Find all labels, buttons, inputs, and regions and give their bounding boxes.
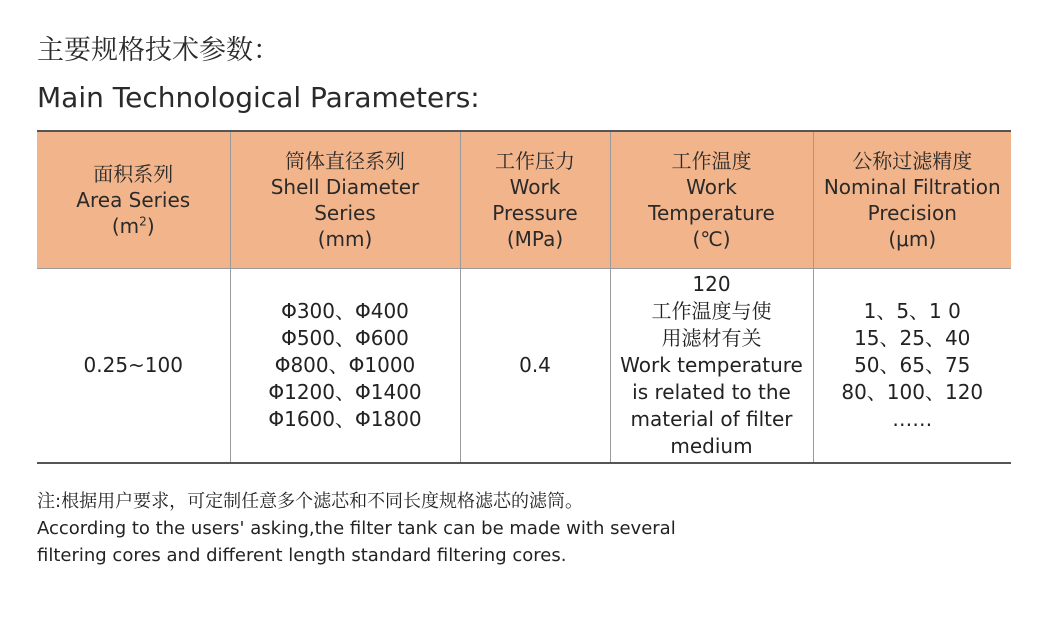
header-row xyxy=(37,131,1011,269)
page-title-english: Main Technological Parameters: xyxy=(37,81,480,114)
header-precision-zh: 公称过滤精度 xyxy=(852,149,973,173)
header-area-en: Area Series xyxy=(76,188,191,212)
header-area-unit: $(m^2)$ xyxy=(111,214,155,238)
temperature-line-6: material of filter xyxy=(630,407,793,431)
header-precision-unit: (μm) xyxy=(888,227,937,251)
temperature-line-2: 工作温度与使 xyxy=(651,299,772,323)
temperature-line-3: 用滤材有关 xyxy=(661,326,762,350)
diameter-line-5: Φ1600、Φ1800 xyxy=(268,407,422,431)
header-work-temperature xyxy=(610,131,813,269)
temperature-line-7: medium xyxy=(670,434,753,458)
diameter-line-4: Φ1200、Φ1400 xyxy=(268,380,422,404)
header-precision-en-1: Nominal Filtration xyxy=(823,175,1001,199)
cell-pressure-value: 0.4 xyxy=(460,269,610,464)
precision-line-1: 1、5、1 0 xyxy=(863,299,961,323)
temperature-line-4: Work temperature xyxy=(620,353,803,377)
header-diameter-unit: (mm) xyxy=(317,227,373,251)
header-diameter-zh: 筒体直径系列 xyxy=(285,149,405,173)
cell-diameter-values xyxy=(230,269,460,464)
table-header xyxy=(37,131,1011,269)
header-temperature-unit: (℃) xyxy=(692,227,731,251)
temperature-line-1: 120 xyxy=(692,272,731,296)
footnote-zh: 注:根据用户要求，可定制任意多个滤芯和不同长度规格滤芯的滤筒。 xyxy=(37,491,584,512)
header-precision-en-2: Precision xyxy=(867,201,957,225)
header-area-zh: 面积系列 xyxy=(93,162,174,186)
footnote-en-1: According to the users' asking,the filter tank can be made with several xyxy=(37,518,676,539)
precision-line-2: 15、25、40 xyxy=(854,326,971,350)
header-pressure-en-1: Work xyxy=(509,175,561,199)
header-work-pressure xyxy=(460,131,610,269)
header-temperature-zh: 工作温度 xyxy=(671,149,752,173)
cell-precision-values xyxy=(813,269,1011,464)
header-shell-diameter xyxy=(230,131,460,269)
footnote-en-2: filtering cores and different length standard filtering cores. xyxy=(37,545,567,566)
header-pressure-en-2: Pressure xyxy=(492,201,578,225)
diameter-line-3: Φ800、Φ1000 xyxy=(274,353,416,377)
header-pressure-zh: 工作压力 xyxy=(495,149,575,173)
temperature-line-5: is related to the xyxy=(632,380,791,404)
table-row xyxy=(37,269,1011,464)
page-title-chinese: 主要规格技术参数： xyxy=(37,35,280,66)
header-temperature-en-2: Temperature xyxy=(648,201,775,225)
table-body xyxy=(37,269,1011,464)
header-pressure-unit: (MPa) xyxy=(506,227,564,251)
cell-temperature-values xyxy=(610,269,813,464)
precision-line-5: …… xyxy=(892,407,933,431)
footnote xyxy=(37,488,676,569)
header-area-series xyxy=(37,131,230,269)
header-filtration-precision xyxy=(813,131,1011,269)
header-diameter-en-1: Shell Diameter xyxy=(270,175,420,199)
parameters-table xyxy=(37,130,1011,464)
precision-line-3: 50、65、75 xyxy=(854,353,971,377)
diameter-line-2: Φ500、Φ600 xyxy=(281,326,409,350)
header-diameter-en-2: Series xyxy=(314,201,376,225)
precision-line-4: 80、100、120 xyxy=(841,380,984,404)
cell-area-value: 0.25~100 xyxy=(37,269,230,464)
diameter-line-1: Φ300、Φ400 xyxy=(281,299,409,323)
header-temperature-en-1: Work xyxy=(686,175,737,199)
